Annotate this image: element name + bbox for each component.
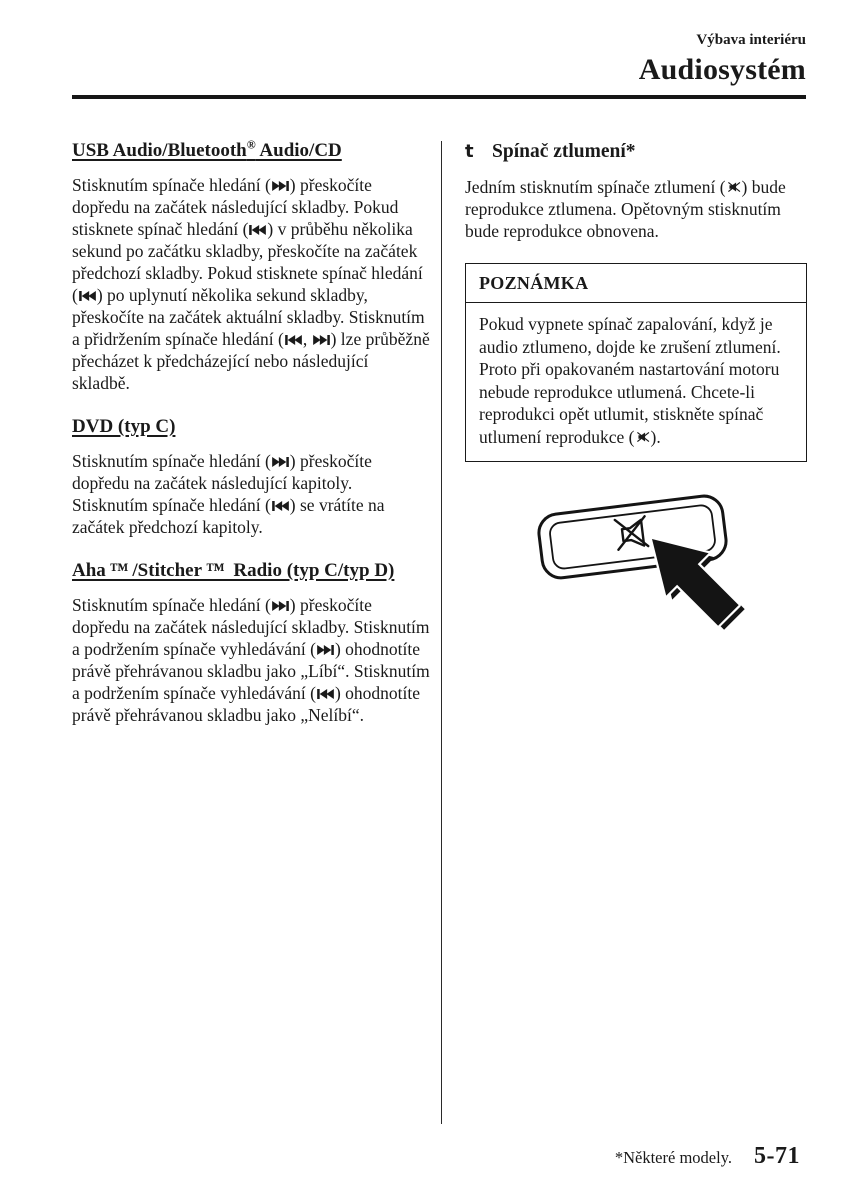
- mute-section-heading: [465, 139, 807, 164]
- mute-button-illustration: [515, 477, 765, 642]
- usb-paragraph: Stisknutím spínače hledání ( ) přeskočíte dopředu na začátek následující skladby. Pokud stisknete spínač hledání ( ) v průběhu několika sekund po začátku skladby, přeskočíte na začátek předchozí skladby. Pokud stisknete spínač hledání ( ) po uplynutí několika sekund skladby, přeskočíte na začátek aktuální skladby. Stisknutím a přidržením spínače hledání ( , ) lze průběžně přecházet k předcházející nebo následující skladbě.: [72, 175, 430, 393]
- next-track-icon: [271, 457, 290, 467]
- prev-track-icon: [271, 501, 290, 511]
- page-header: [72, 30, 806, 99]
- mute-button-art: [515, 477, 765, 642]
- mute-icon: [635, 430, 651, 444]
- right-column: [465, 139, 807, 642]
- section-aha-stitcher: [72, 559, 430, 726]
- heading-text: USB Audio/Bluetooth: [72, 140, 247, 161]
- next-track-icon: [316, 645, 335, 655]
- header-rule: [72, 95, 806, 99]
- heading-text-tail: Audio/CD: [255, 140, 342, 161]
- mute-heading-text: Spínač ztlumení*: [492, 141, 636, 162]
- prev-track-icon: [284, 335, 303, 345]
- section-marker: t: [465, 141, 474, 162]
- section-dvd: [72, 415, 430, 538]
- page-footer: [615, 1143, 800, 1170]
- section-heading-dvd: DVD (typ C): [72, 416, 176, 437]
- prev-track-icon: [316, 689, 335, 699]
- page-title: Audiosystém: [638, 53, 806, 86]
- column-divider: [441, 141, 442, 1124]
- aha-paragraph: Stisknutím spínače hledání ( ) přeskočíte dopředu na začátek následující skladby. Stisknutím a podržením spínače vyhledávání ( ) ohodnotíte právě přehrávanou skladbu jako „Líbí“. Stisknutím a podržením spínače vyhledávání ( ) ohodnotíte právě přehrávanou skladbu jako „Nelíbí“.: [72, 595, 430, 725]
- next-track-icon: [312, 335, 331, 345]
- note-title: POZNÁMKA: [466, 264, 806, 303]
- mute-intro-paragraph: Jedním stisknutím spínače ztlumení ( ) bude reprodukce ztlumena. Opětovným stisknutím bude reprodukce obnovena.: [465, 177, 786, 241]
- section-heading-aha: Aha ™ /Stitcher ™ Radio (typ C/typ D): [72, 560, 395, 581]
- models-footnote: *Některé modely.: [614, 1148, 732, 1167]
- header-eyebrow: Výbava interiéru: [696, 32, 806, 48]
- next-track-icon: [271, 181, 290, 191]
- section-usb-audio: [72, 139, 430, 394]
- registered-mark: ®: [246, 137, 256, 152]
- section-heading-usb: [72, 139, 430, 163]
- left-column: [72, 139, 430, 747]
- page-number: 5-71: [754, 1143, 800, 1169]
- cursor-arrow-icon: [652, 539, 745, 630]
- prev-track-icon: [248, 225, 267, 235]
- prev-track-icon: [78, 291, 97, 301]
- dvd-paragraph: Stisknutím spínače hledání ( ) přeskočíte dopředu na začátek následující kapitoly. Stisknutím spínače hledání ( ) se vrátíte na začátek předchozí kapitoly.: [72, 451, 385, 537]
- next-track-icon: [271, 601, 290, 611]
- mute-icon: [726, 180, 742, 194]
- note-box: [465, 263, 807, 462]
- note-body: Pokud vypnete spínač zapalování, když je audio ztlumeno, dojde ke zrušení ztlumení. Proto při opakovaném nastartování motoru nebude reprodukce utlumená. Chcete-li reprodukci opět utlumit, stiskněte spínač utlumení reprodukce ( ).: [479, 314, 781, 447]
